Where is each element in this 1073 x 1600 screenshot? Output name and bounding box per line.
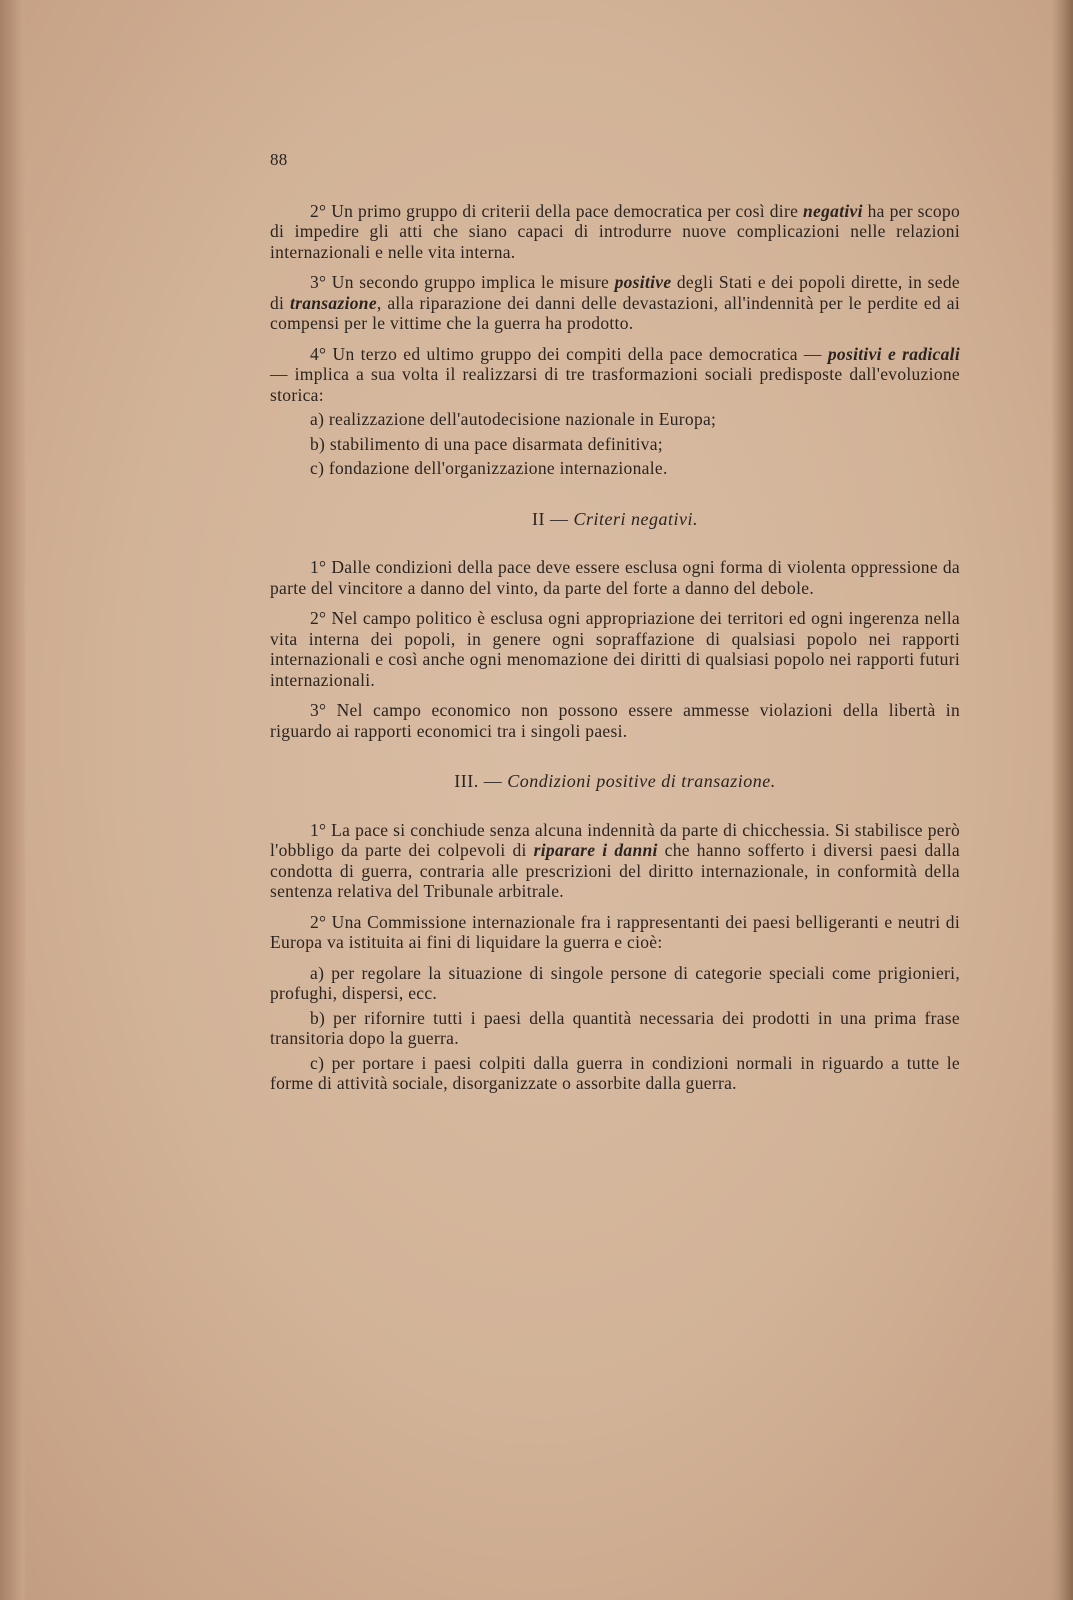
section-ii-paragraph-1: 1° Dalle condizioni della pace deve essere esclusa ogni forma di violenta oppressione da parte del vincitore a danno del vinto, da parte del forte a danno del debole. (270, 557, 960, 598)
paragraph-2: 2° Un primo gruppo di criterii della pace democratica per così dire negativi ha per scopo di impedire gli atti che siano capaci di introdurre nuove complicazioni nelle relazioni internazionali e nelle vita interna. (270, 200, 961, 262)
paragraph-3: 3° Un secondo gruppo implica le misure positive degli Stati e dei popoli dirette, in sede di transazione, alla riparazione dei danni delle devastazioni, all'indennità per le perdite ed ai compensi per le vittime che la guerra ha prodotto. (270, 272, 960, 333)
section-ii-paragraph-3: 3° Nel campo economico non possono essere ammesse violazioni della libertà in riguardo ai rapporti economici tra i singoli paesi. (270, 700, 960, 741)
section-ii-paragraph-2: 2° Nel campo politico è esclusa ogni appropriazione dei territori ed ogni ingerenza nella vita interna dei popoli, in genere ogni sopraffazione di qualsiasi popolo nei rapporti internazionali e così anche ogni menomazione dei diritti di qualsiasi popolo nei rapporti futuri internazionali. (270, 608, 960, 690)
list-item-a: a) realizzazione dell'autodecisione nazionale in Europa; (310, 409, 717, 429)
section-iii-item-c: c) per portare i paesi colpiti dalla guerra in condizioni normali in riguardo a tutte le forme di attività sociale, disorganizzate o assorbite dalla guerra. (270, 1052, 960, 1093)
section-heading-ii: II — Criteri negativi. (532, 508, 698, 529)
list-item-c: c) fondazione dell'organizzazione internazionale. (310, 458, 668, 478)
paragraph-4: 4° Un terzo ed ultimo gruppo dei compiti della pace democratica — positivi e radicali — implica a sua volta il realizzarsi di tre trasformazioni sociali predisposte dall'evoluzione storica: (270, 343, 960, 405)
section-iii-paragraph-2: 2° Una Commissione internazionale fra i rappresentanti dei paesi belligeranti e neutri di Europa va istituita ai fini di liquidare la guerra e cioè: (270, 911, 960, 952)
page-edge-left (0, 0, 26, 1600)
section-iii-item-a: a) per regolare la situazione di singole persone di categorie speciali come prigionieri, profughi, dispersi, ecc. (270, 962, 960, 1003)
page-edge-right (1051, 0, 1073, 1600)
list-item-b: b) stabilimento di una pace disarmata definitiva; (310, 433, 663, 454)
page-text (270, 150, 960, 1098)
section-heading-iii: III. — Condizioni positive di transazione. (454, 771, 776, 791)
page-number: 88 (270, 150, 288, 169)
section-iii-paragraph-1: 1° La pace si conchiude senza alcuna indennità da parte di chicchessia. Si stabilisce però l'obbligo da parte dei colpevoli di riparare i danni che hanno sofferto i diversi paesi dalla condotta di guerra, contraria alle prescrizioni del diritto internazionale, in conformità della sentenza relativa del Tribunale arbitrale. (270, 819, 960, 901)
section-iii-item-b: b) per rifornire tutti i paesi della quantità necessaria dei prodotti in una prima frase transitoria dopo la guerra. (270, 1007, 960, 1048)
